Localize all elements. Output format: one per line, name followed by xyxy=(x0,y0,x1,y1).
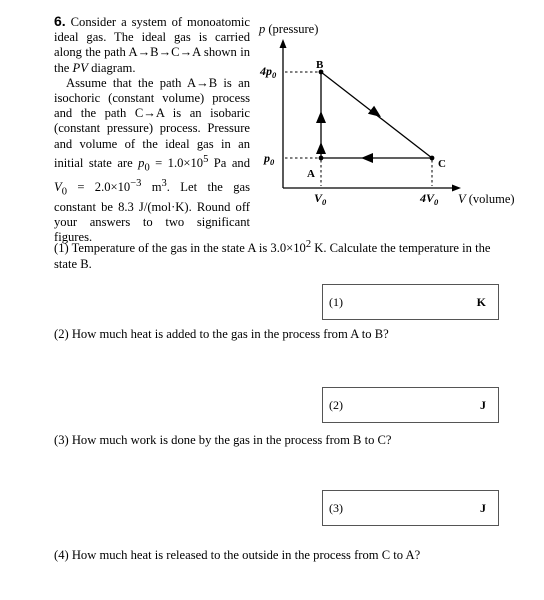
p0-value: = 1.0×10 xyxy=(149,156,204,171)
answer-box-2[interactable] xyxy=(322,387,499,423)
p0-subscript: 0 xyxy=(144,162,150,174)
pv-diagram xyxy=(250,10,544,215)
v0-subscript: 0 xyxy=(61,186,67,198)
assumption-text: Assume that the path A→B is an isochoric (constant volume) process and the path C→A is an isobaric (constant pressure) process. Pressure and volume of the ideal gas in an initial state are xyxy=(54,75,250,171)
question-1-text-end: K. Calculate the temperature in the state B. xyxy=(54,241,491,272)
tick-p0: $p_0$ xyxy=(264,151,275,167)
p0-symbol: p xyxy=(138,156,145,171)
tick-v0: $V_0$ xyxy=(314,191,327,207)
assumption-text-end: . Let the gas constant be 8.3 J/(mol·K). Round off your answers to two significant figures. xyxy=(54,179,250,245)
answer-box-1-label: (1) xyxy=(329,295,343,309)
point-a xyxy=(319,156,324,161)
v-axis-arrowhead xyxy=(452,185,461,192)
pv-term: PV xyxy=(72,60,88,75)
p-axis-label-name: (pressure) xyxy=(265,22,319,36)
answer-box-1[interactable] xyxy=(322,284,499,320)
v-axis-label-symbol: V xyxy=(458,192,466,206)
label-a: A xyxy=(307,168,315,180)
intro-text-end: diagram. xyxy=(87,60,136,75)
question-4: (4) How much heat is released to the outside in the process from C to A? xyxy=(54,548,421,562)
v-axis-label xyxy=(458,192,515,206)
p-axis-arrowhead xyxy=(280,39,287,48)
tick-4p0: $4p_0$ xyxy=(260,64,277,80)
v0-symbol: V xyxy=(54,179,62,194)
v0-unit-exponent: 3 xyxy=(161,177,167,189)
problem-number: 6. xyxy=(54,13,66,29)
p-axis-label xyxy=(258,22,318,36)
problem-statement xyxy=(54,14,250,245)
question-2: (2) How much heat is added to the gas in the process from A to B? xyxy=(54,327,389,341)
arrow-b-to-c xyxy=(368,106,381,117)
label-b: B xyxy=(316,59,324,71)
arrow-c-to-a xyxy=(361,153,373,163)
arrow-a-to-b-upper xyxy=(316,111,326,123)
v0-value: = 2.0×10 xyxy=(66,179,131,194)
question-1-text: (1) Temperature of the gas in the state A is 3.0×10 xyxy=(54,241,306,256)
p-axis-label-symbol: p xyxy=(259,22,266,36)
answer-box-3[interactable] xyxy=(322,490,499,526)
question-1-exponent: 2 xyxy=(305,239,312,250)
answer-box-2-label: (2) xyxy=(329,398,343,412)
tick-4v0: $4V_0$ xyxy=(420,191,439,207)
answer-box-3-unit: J xyxy=(480,501,486,515)
p0-exponent: 5 xyxy=(203,153,209,165)
answer-box-3-label: (3) xyxy=(329,501,343,515)
v0-unit: m xyxy=(141,179,162,194)
label-c: C xyxy=(438,158,446,170)
intro-text: Consider a system of monoatomic ideal gas. The ideal gas is carried along the path A→B→C→A shown in the xyxy=(54,15,250,75)
p0-unit: Pa and xyxy=(208,156,251,171)
answer-box-2-unit: J xyxy=(480,398,486,412)
v-axis-label-name: (volume) xyxy=(465,192,515,206)
answer-box-1-unit: K xyxy=(476,295,486,309)
question-3: (3) How much work is done by the gas in the process from B to C? xyxy=(54,433,392,447)
question-1 xyxy=(54,237,508,272)
point-c xyxy=(430,156,435,161)
arrow-a-to-b-lower xyxy=(316,142,326,154)
v0-exponent: −3 xyxy=(130,177,142,189)
